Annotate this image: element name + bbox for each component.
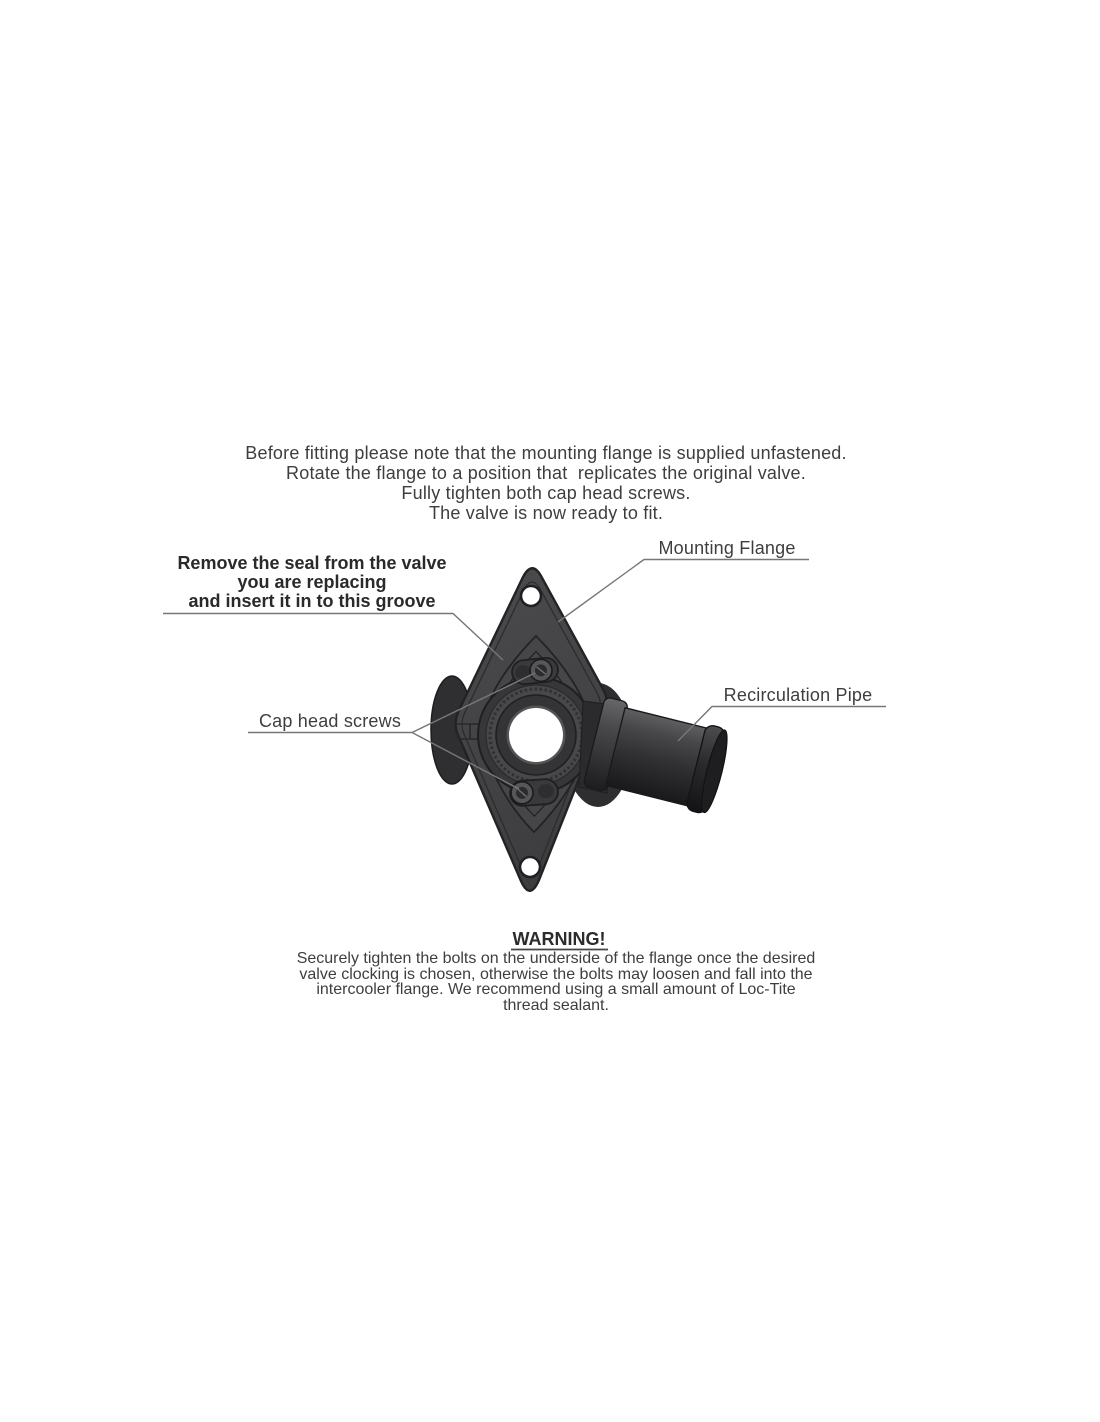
top-bolt-hole <box>521 586 541 606</box>
intro-line: Rotate the flange to a position that replicates the original valve. <box>286 463 806 483</box>
intro-text <box>150 443 942 523</box>
mounting-flange-label: Mounting Flange <box>658 538 796 558</box>
valve-bore <box>509 708 563 762</box>
cap-head-screws-label: Cap head screws <box>258 711 402 731</box>
warning-line: thread sealant. <box>503 996 609 1014</box>
leader-line-seal-groove <box>163 614 503 661</box>
warning-line: valve clocking is chosen, otherwise the bolts may loosen and fall into the <box>299 965 813 983</box>
recirculation-pipe-label: Recirculation Pipe <box>723 685 873 705</box>
seal-instruction-line: you are replacing <box>237 572 387 592</box>
intro-line: Before fitting please note that the mounting flange is supplied unfastened. <box>245 443 847 463</box>
warning-line: intercooler flange. We recommend using a small amount of Loc-Tite <box>316 981 796 998</box>
bottom-bolt-hole <box>520 857 540 877</box>
warning-line: Securely tighten the bolts on the underside of the flange once the desired <box>296 950 816 967</box>
intro-line: The valve is now ready to fit. <box>428 503 664 523</box>
seal-instruction-line: Remove the seal from the valve <box>177 553 447 573</box>
intro-line: Fully tighten both cap head screws. <box>401 483 691 503</box>
seal-instruction-line: and insert it in to this groove <box>188 591 436 611</box>
seal-instruction <box>138 554 486 611</box>
cap-head-screw-lower <box>509 778 559 806</box>
warning-heading: WARNING! <box>512 929 606 949</box>
warning-text <box>226 951 886 1013</box>
leader-line-mounting-flange <box>558 560 809 623</box>
